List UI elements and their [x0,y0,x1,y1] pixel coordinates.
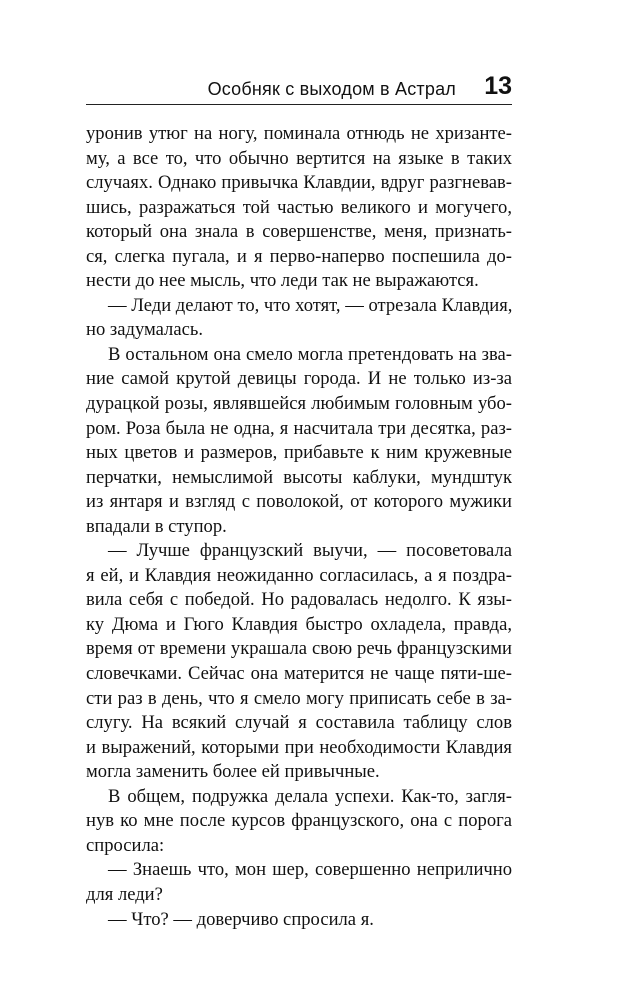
text-line: спросила: [86,834,165,856]
text-line: я ей, и Клавдия неожиданно согласилась, а я поздра- [86,564,512,586]
text-line: который она знала в совершенстве, меня, признать- [86,221,512,243]
text-line: му, а все то, что обычно вертится на языке в таких [86,147,512,169]
text-line: из янтаря и взгляд с поволокой, от которого мужики [86,491,512,513]
text-line: ных цветов и размеров, прибавьте к ним кружевные [86,442,512,464]
text-line: впадали в ступор. [86,515,227,537]
text-line: но задумалась. [86,319,203,341]
text-line: нув ко мне после курсов французского, она с порога [86,810,512,832]
running-title: Особняк с выходом в Астрал [207,79,456,99]
text-line: вила себя с победой. Но радовалась недолго. К язы- [86,589,512,611]
text-line: случаях. Однако привычка Клавдии, вдруг разгневав- [86,172,512,194]
text-line: сти раз в день, что я смело могу приписать себе в за- [86,687,512,709]
page-number: 13 [484,72,512,100]
text-line: ром. Роза была не одна, я насчитала три десятка, раз- [86,417,512,439]
text-line: шись, разражаться той частью великого и могучего, [86,196,512,218]
text-line: слугу. На всякий случай я составила таблицу слов [86,712,512,734]
text-line: — Знаешь что, мон шер, совершенно неприлично [108,859,512,881]
text-line: — Что? — доверчиво спросила я. [108,908,374,930]
text-line: нести до нее мысль, что леди так не выражаются. [86,270,479,292]
text-line: ся, слегка пугала, и я перво-наперво поспешила до- [86,245,512,267]
body-text [86,122,512,932]
text-line: словечками. Сейчас она матерится не чаще пяти-ше- [86,663,512,685]
text-line: — Леди делают то, что хотят, — отрезала Клавдия, [108,294,512,316]
text-line: перчатки, немыслимой высоты каблуки, мундштук [86,466,512,488]
text-line: — Лучше французский выучи, — посоветовала [108,540,512,562]
text-line: В остальном она смело могла претендовать на зва- [108,343,512,365]
text-line: могла заменить более ей привычные. [86,761,380,783]
text-line: ние самой крутой девицы города. И не только из-за [86,368,512,390]
text-line: В общем, подружка делала успехи. Как-то, загля- [108,785,512,807]
text-line: уронив утюг на ногу, поминала отнюдь не хризанте- [86,123,512,144]
running-head [86,72,512,106]
text-line: и выражений, которыми при необходимости Клавдия [86,736,512,758]
text-line: дурацкой розы, являвшейся любимым головным убо- [86,393,512,415]
header-rule [86,104,512,105]
text-line: время от времени украшала свою речь французскими [86,638,512,660]
text-line: для леди? [86,883,163,905]
text-line: ку Дюма и Гюго Клавдия быстро охладела, правда, [86,613,512,635]
